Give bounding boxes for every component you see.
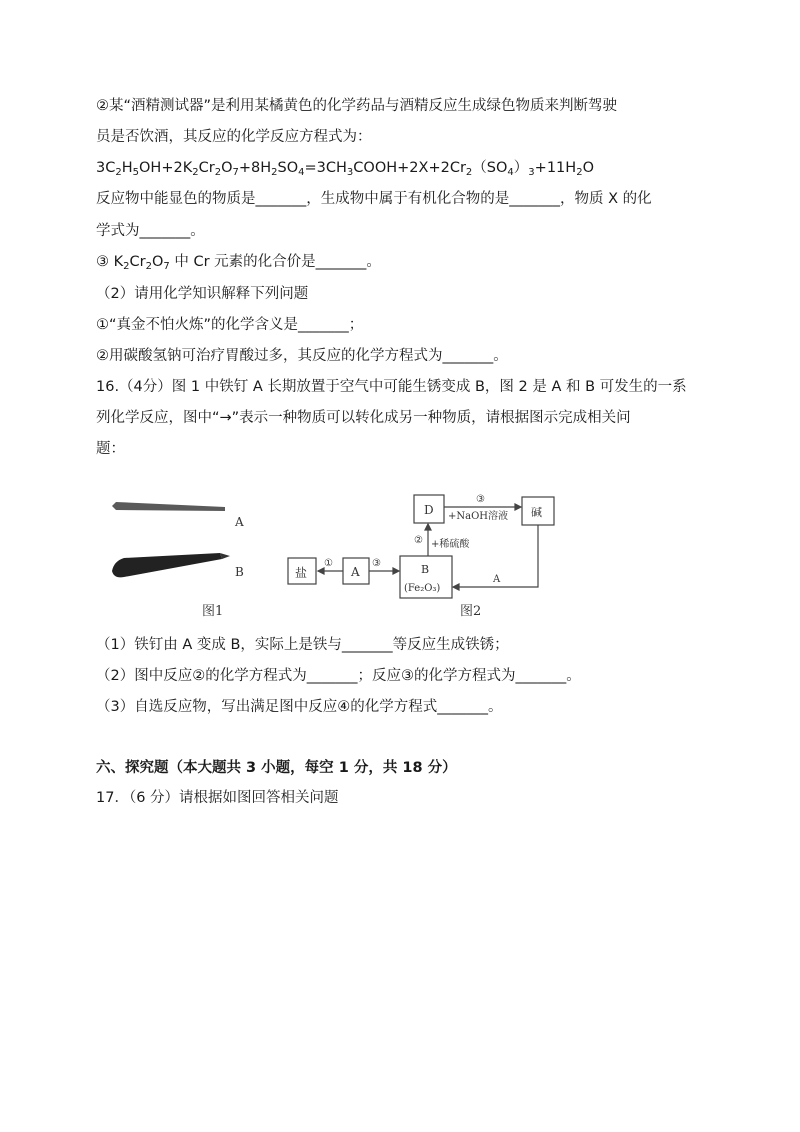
acid-label: +稀硫酸	[431, 539, 470, 550]
text-line-8: ①“真金不怕火炼”的化学含义是_______；	[96, 317, 364, 333]
reaction-4-label: A	[493, 574, 501, 585]
question-16-3: （3）自选反应物，写出满足图中反应④的化学方程式_______。	[96, 699, 503, 715]
text-line-9: ②用碳酸氢钠可治疗胃酸过多，其反应的化学方程式为_______。	[96, 348, 508, 364]
naoh-label: +NaOH溶液	[448, 511, 509, 522]
nail-a-label: A	[235, 515, 244, 529]
text-line-4: 反应物中能显色的物质是_______，生成物中属于有机化合物的是_______，物质 X 的化	[96, 191, 652, 207]
nail-b	[112, 553, 222, 577]
box-b-formula: (Fe₂O₃)	[404, 583, 441, 594]
text-line-5: 学式为_______。	[96, 223, 205, 239]
question-16-2: （2）图中反应②的化学方程式为_______；反应③的化学方程式为_______。	[96, 668, 581, 684]
nail-a	[112, 502, 225, 511]
nail-b-label: B	[235, 565, 244, 579]
box-a-label: A	[351, 565, 360, 579]
text-line-11: 列化学反应，图中“→”表示一种物质可以转化成另一种物质，请根据图示完成相关问	[96, 410, 631, 426]
section-heading: 六、探究题（本大题共 3 小题，每空 1 分，共 18 分）	[96, 760, 457, 776]
reaction-2-label: ②	[414, 535, 423, 546]
fig1-label: 图1	[202, 604, 224, 619]
figure-1	[112, 502, 244, 619]
figure-iron-nail-reactions	[110, 485, 580, 625]
reaction-3-label: ③	[372, 558, 381, 569]
reaction-3-top-label: ③	[476, 494, 485, 505]
text-line-7: （2）请用化学知识解释下列问题	[96, 286, 309, 302]
reaction-1-label: ①	[324, 558, 333, 569]
question-16: 16.（4分）图 1 中铁钉 A 长期放置于空气中可能生锈变成 B，图 2 是 A 和 B 可发生的一系	[96, 379, 687, 395]
question-16-1: （1）铁钉由 A 变成 B，实际上是铁与_______等反应生成铁锈；	[96, 637, 509, 653]
text-line-2: 员是否饮酒，其反应的化学反应方程式为：	[96, 129, 372, 145]
text-line-1: ②某“酒精测试器”是利用某橘黄色的化学药品与酒精反应生成绿色物质来判断驾驶	[96, 98, 618, 114]
box-b-label: B	[421, 563, 430, 576]
box-base-label: 碱	[531, 506, 542, 519]
text-line-12: 题：	[96, 441, 125, 457]
text-line-6: ③ $K_2Cr_2O_7$ 中 Cr 元素的化合价是_______。	[96, 254, 381, 272]
box-salt-label: 盐	[295, 566, 308, 580]
chemical-equation: $3C_2H_5OH+2K_2Cr_2O_7+8H_2SO_4=3CH_3COOH+2X+2Cr_2(SO_4)_3+11H_2O$	[96, 160, 594, 178]
fig2-label: 图2	[460, 604, 482, 619]
question-17: 17．（6 分）请根据如图回答相关问题	[96, 790, 339, 806]
box-d-label: D	[424, 503, 434, 517]
